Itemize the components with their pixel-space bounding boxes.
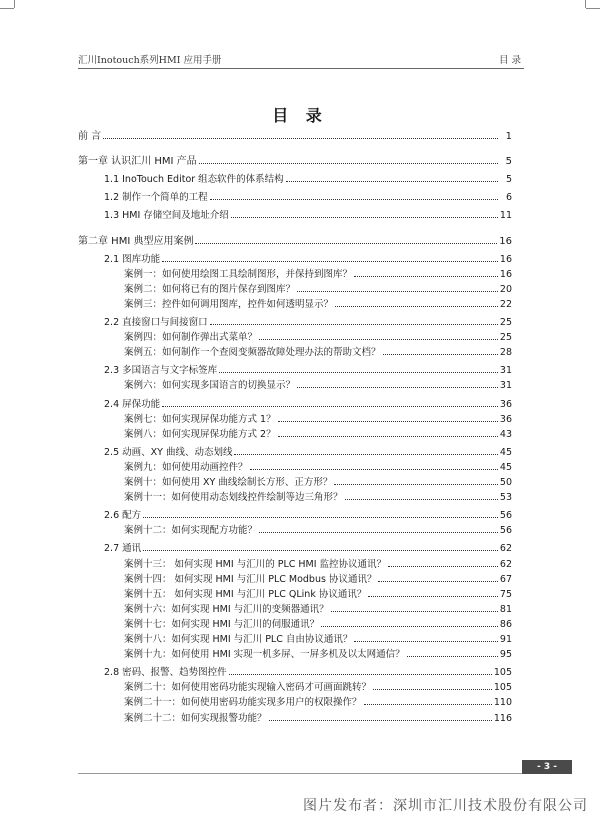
toc-entry[interactable] [78,364,512,377]
toc-leader-dots [103,130,498,139]
toc-entry-page: 50 [499,477,512,488]
toc-entry[interactable] [78,542,512,555]
toc-entry-label: 案例二十一：如何使用密码功能实现多用户的权限操作？ [124,697,362,709]
toc-entry-label: 2.4 屏保功能 [104,398,161,410]
toc-leader-dots [231,209,498,218]
crop-mark [586,8,600,9]
toc-entry-label: 案例五：如何制作一个查阅变频器故障处理办法的帮助文档？ [124,347,381,359]
toc-leader-dots [388,558,498,567]
footer-rule [78,773,522,774]
toc-entry-label: 第一章 认识汇川 HMI 产品 [78,156,197,168]
toc-leader-dots [162,398,498,407]
running-header [78,52,524,68]
header-right: 目录 [498,55,524,66]
toc-entry-label: 1.2 制作一个简单的工程 [104,192,208,204]
toc-entry-label: 案例十八：如何实现 HMI 与汇川 PLC 自由协议通讯？ [124,634,353,645]
toc-leader-dots [286,173,498,182]
toc-entry-page: 31 [499,365,512,377]
toc-entry-label: 案例六：如何实现多国语言的切换显示？ [124,380,296,392]
crop-mark [0,8,14,9]
toc-entry[interactable] [78,461,512,474]
toc-entry[interactable] [78,130,512,143]
toc-entry-page: 56 [499,525,512,537]
toc-entry-label: 案例三：控件如何调用图库，控件如何透明显示？ [124,298,334,310]
toc-entry-page: 45 [499,446,512,458]
toc-leader-dots [331,603,498,612]
toc-entry-page: 45 [499,461,512,473]
toc-entry[interactable] [78,476,512,489]
toc-entry[interactable] [78,491,512,504]
toc-leader-dots [373,681,492,690]
toc-entry-label: 案例十二：如何实现配方功能？ [124,525,258,537]
toc-entry[interactable] [78,712,512,725]
toc-leader-dots [278,413,498,422]
toc-leader-dots [297,379,498,388]
crop-mark [14,0,15,8]
toc-entry-label: 案例十六：如何实现 HMI 与汇川的变频器通讯？ [124,603,329,615]
toc-entry-page: 86 [499,618,512,630]
toc-entry-page: 67 [499,573,512,585]
toc-entry-label: 1.1 InoTouch Editor 组态软件的体系结构 [104,174,284,186]
toc-entry-page: 75 [499,588,512,600]
toc-leader-dots [199,155,498,164]
page-number: - 3 - [522,760,572,774]
toc-leader-dots [335,298,498,307]
toc-entry-label: 案例八：如何实现屏保功能方式 2？ [124,428,276,440]
toc-leader-dots [364,696,492,705]
toc-leader-dots [162,253,498,262]
toc-entry[interactable] [78,648,512,661]
toc-entry-label: 2.8 密码、报警、趋势图控件 [104,667,227,679]
toc-leader-dots [297,283,498,292]
toc-entry-page: 25 [499,317,512,328]
toc-entry[interactable] [78,603,512,616]
toc-entry-page: 5 [505,174,512,186]
toc-entry-label: 案例二：如何将已有的图片保存到图库？ [124,283,296,295]
toc-entry-page: 28 [499,347,512,359]
toc-entry-page: 81 [499,603,512,615]
toc-entry[interactable] [78,696,512,709]
toc-entry-label: 案例十五： 如何实现 HMI 与汇川 PLC QLink 协议通讯？ [124,588,367,600]
toc-entry[interactable] [78,173,512,186]
toc-entry-page: 1 [505,131,512,142]
toc-entry[interactable] [78,633,512,646]
toc-entry-page: 95 [499,649,512,661]
toc-leader-dots [368,588,498,597]
toc-leader-dots [354,268,498,277]
toc-entry-page: 36 [499,398,512,410]
toc-entry-page: 116 [493,712,512,724]
toc-leader-dots [334,476,498,485]
toc-leader-dots [259,331,498,340]
toc-entry[interactable] [78,558,512,571]
toc-entry-page: 56 [499,510,512,522]
toc-entry-page: 43 [499,428,512,440]
toc-leader-dots [345,491,498,500]
toc-entry-label: 案例十九：如何使用 HMI 实现一机多屏、一屏多机及以太网通信？ [124,649,405,661]
toc-entry-label: 前 言 [78,131,102,142]
toc-entry[interactable] [78,316,512,329]
toc-entry[interactable] [78,331,512,344]
toc-leader-dots [210,191,498,200]
toc-entry-label: 2.7 通讯 [104,543,142,555]
toc-entry-page: 6 [505,192,512,204]
toc-leader-dots [250,461,498,470]
toc-entry[interactable] [78,398,512,411]
header-left: 汇川Inotouch系列HMI 应用手册 [78,55,222,66]
toc-entry[interactable] [78,209,512,222]
toc-leader-dots [229,666,492,675]
toc-entry[interactable] [78,155,512,168]
toc-entry[interactable] [78,588,512,601]
page-title: 目 录 [272,106,328,125]
toc-entry-label: 2.2 直接窗口与间接窗口 [104,317,208,328]
toc-entry[interactable] [78,524,512,537]
toc-entry[interactable] [78,446,512,459]
toc-leader-dots [383,346,498,355]
toc-entry[interactable] [78,428,512,441]
toc-entry-label: 2.1 图库功能 [104,253,161,265]
toc-entry-page: 53 [499,492,512,504]
toc-entry-page: 62 [499,558,512,570]
toc-leader-dots [321,618,498,627]
toc-entry[interactable] [78,268,512,281]
toc-entry-label: 2.6 配方 [104,510,142,522]
toc-entry-label: 案例十一：如何使用动态划线控件绘制等边三角形？ [124,492,343,504]
toc-entry[interactable] [78,346,512,359]
toc-entry-page: 110 [493,697,512,709]
toc-entry-page: 16 [499,268,512,280]
toc-leader-dots [269,712,492,721]
toc-entry-page: 16 [499,253,512,265]
toc-entry-label: 案例九：如何使用动画控件？ [124,461,248,473]
toc-entry-label: 2.3 多国语言与文字标签库 [104,365,218,377]
toc-entry-page: 62 [499,543,512,555]
toc-entry[interactable] [78,413,512,426]
toc-leader-dots [378,573,497,582]
toc-leader-dots [234,446,497,455]
toc-entry-page: 16 [499,235,512,247]
toc-entry-label: 案例一：如何使用绘图工具绘制图形，并保持到图库？ [124,268,353,280]
toc-entry[interactable] [78,509,512,522]
toc-entry-label: 案例七：如何实现屏保功能方式 1？ [124,413,276,425]
toc-entry-page: 11 [499,210,512,222]
toc-entry[interactable] [78,666,512,679]
toc-entry-page: 105 [493,667,512,679]
publisher-watermark: 图片发布者：深圳市汇川技术股份有限公司 [303,798,588,814]
toc-entry[interactable] [78,573,512,586]
toc-entry-page: 91 [499,634,512,645]
toc-leader-dots [278,428,498,437]
toc-leader-dots [195,235,497,244]
toc-entry-label: 案例十七：如何实现 HMI 与汇川的伺服通讯？ [124,618,320,630]
toc-entry-page: 25 [499,332,512,344]
toc-entry-label: 案例十三： 如何实现 HMI 与汇川的 PLC HMI 监控协议通讯？ [124,558,387,570]
toc-entry-label: 案例四：如何制作弹出式菜单？ [124,332,258,344]
toc-entry-page: 20 [499,283,512,295]
toc-entry[interactable] [78,191,512,204]
toc-entry-label: 1.3 HMI 存储空间及地址介绍 [104,210,229,222]
toc-entry-label: 案例二十二：如何实现报警功能？ [124,712,267,724]
toc-entry[interactable] [78,681,512,694]
toc-leader-dots [259,524,498,533]
toc-entry[interactable] [78,253,512,266]
toc-leader-dots [354,633,498,642]
toc-entry[interactable] [78,235,512,248]
toc-entry[interactable] [78,283,512,296]
toc-entry-page: 31 [499,380,512,392]
toc-entry-page: 5 [505,156,512,168]
toc-entry-label: 案例十四： 如何实现 HMI 与汇川 PLC Modbus 协议通讯？ [124,573,377,585]
toc-leader-dots [210,316,498,325]
toc-leader-dots [143,542,498,551]
toc-entry-page: 105 [493,682,512,694]
crop-mark [585,0,586,8]
toc-entry-label: 第二章 HMI 典型应用案例 [78,235,194,247]
toc-leader-dots [219,364,498,373]
toc-entry-page: 36 [499,413,512,425]
toc-entry[interactable] [78,298,512,311]
toc-entry-label: 案例十：如何使用 XY 曲线绘制长方形、正方形？ [124,477,333,488]
toc-leader-dots [407,648,498,657]
toc-leader-dots [143,509,498,518]
header-rule [78,68,524,69]
toc-entry-label: 案例二十：如何使用密码功能实现输入密码才可画面跳转？ [124,682,372,694]
toc-entry[interactable] [78,618,512,631]
toc-entry-page: 22 [499,298,512,310]
toc-entry[interactable] [78,379,512,392]
toc-entry-label: 2.5 动画、XY 曲线、动态划线 [104,446,233,458]
